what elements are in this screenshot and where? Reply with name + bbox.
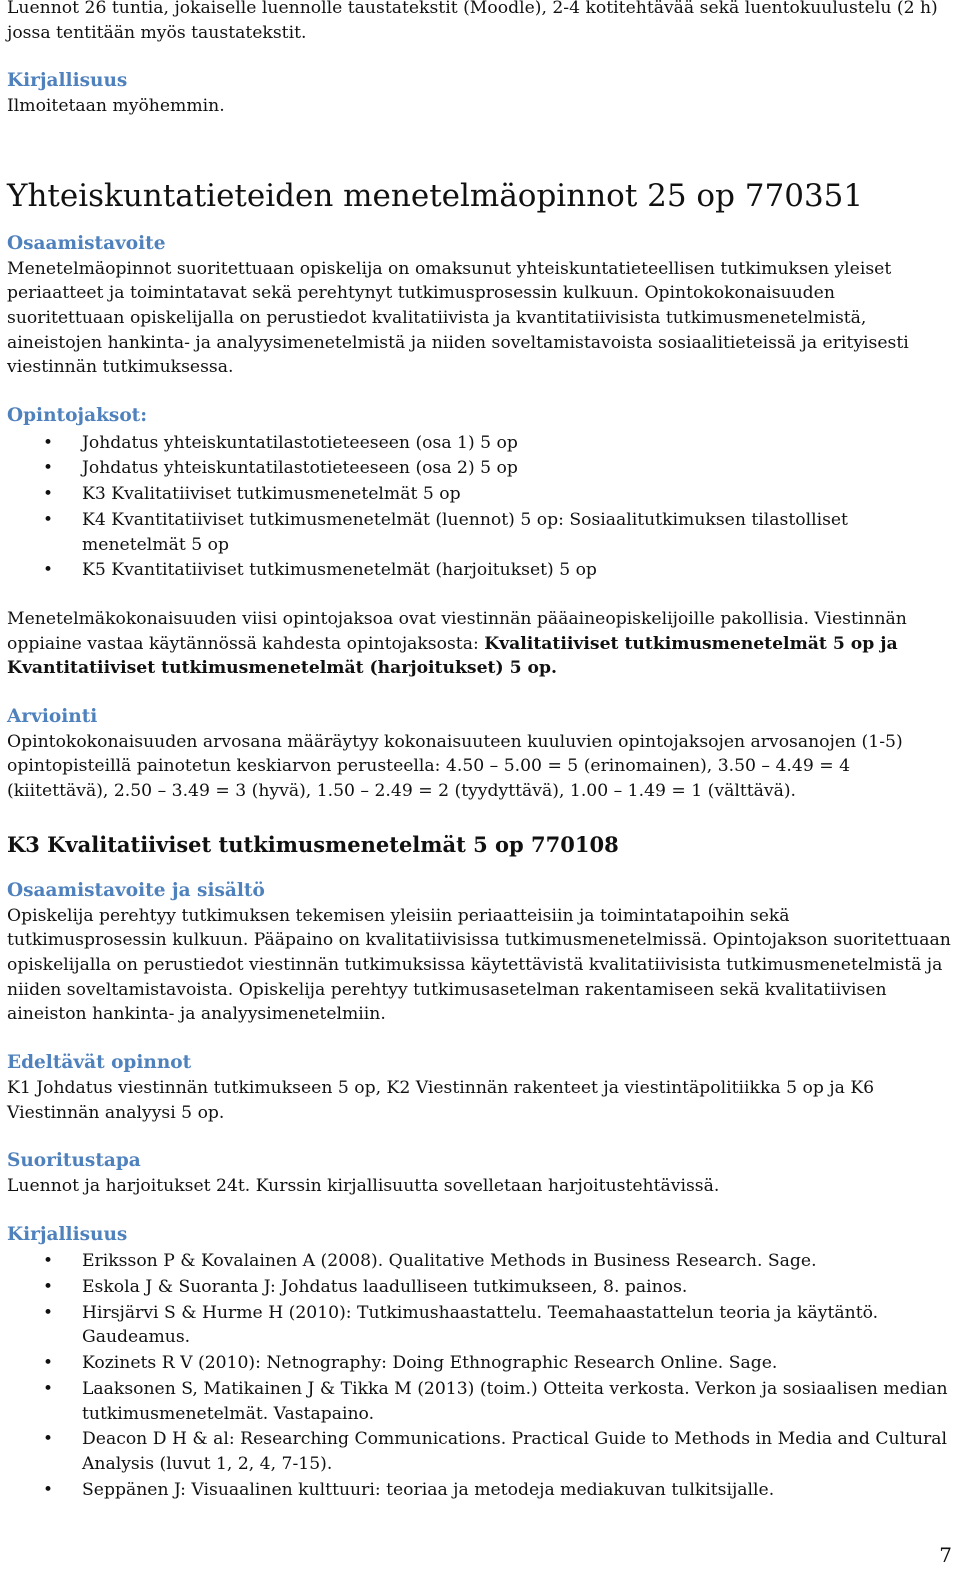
list-item <box>7 1427 952 1476</box>
list-item <box>7 508 952 557</box>
list-item-text: Laaksonen S, Matikainen J & Tikka M (2013) (toim.) Otteita verkosta. Verkon ja sosiaalisen median tutkimusmenetelmät. Vastapaino. <box>82 1378 948 1424</box>
course-section <box>7 831 952 1502</box>
kirjallisuus-list <box>7 1249 952 1502</box>
menetelma-text: Menetelmäkokonaisuuden viisi opintojaksoa ovat viestinnän pääaineopiskelijoille pakollisia. Viestinnän oppiaine vastaa käytännössä kahdesta opintojaksosta: <box>7 608 907 654</box>
edeltavat-heading: Edeltävät opinnot <box>7 1052 192 1074</box>
list-item-text: Hirsjärvi S & Hurme H (2010): Tutkimushaastattelu. Teemahaastattelun teoria ja käytäntö. Gaudeamus. <box>82 1302 879 1348</box>
list-item-text: Johdatus yhteiskuntatilastotieteeseen (osa 1) 5 op <box>82 432 518 453</box>
list-item-text: Johdatus yhteiskuntatilastotieteeseen (osa 2) 5 op <box>82 458 518 479</box>
tavoite-heading: Osaamistavoite ja sisältö <box>7 879 265 901</box>
module-section <box>7 177 952 804</box>
list-item <box>7 431 952 456</box>
list-item-text: K4 Kvantitatiiviset tutkimusmenetelmät (luennot) 5 op: Sosiaalitutkimuksen tilastolliset menetelmät 5 op <box>82 509 848 555</box>
tavoite-text: Opiskelija perehtyy tutkimuksen tekemisen yleisiin periaatteisiin ja toimintatapoihin sekä tutkimusprosessin kulkuun. Pääpaino on kvalitatiivisissa tutkimusmenetelmissä. Opintojakson suoritettuaan opiskelijalla on perustiedot viestinnän tutkimuksissa käytettävistä kvalitatiivisista tutkimusmenetelmistä ja niiden soveltamistavoista. Opiskelija perehtyy tutkimusasetelman rakentamiseen sekä kvalitatiivisen aineiston hankinta- ja analyysimenetelmiin. <box>7 905 951 1025</box>
menetelma-paragraph <box>7 607 952 681</box>
list-item-text: Kozinets R V (2010): Netnography: Doing Ethnographic Research Online. Sage. <box>82 1353 778 1374</box>
list-item <box>7 1249 952 1274</box>
list-item-text: K3 Kvalitatiiviset tutkimusmenetelmät 5 op <box>82 484 461 505</box>
arviointi-heading: Arviointi <box>7 706 98 728</box>
list-item <box>7 456 952 481</box>
course-title: K3 Kvalitatiiviset tutkimusmenetelmät 5 op 770108 <box>7 831 619 857</box>
document-page <box>7 0 952 1502</box>
osaamistavoite-text: Menetelmäopinnot suoritettuaan opiskelija on omaksunut yhteiskuntatieteellisen tutkimuksen yleiset periaatteet ja toimintatavat sekä perehtynyt tutkimusprosessin kulkuun. Opintokokonaisuuden suoritettuaan opiskelijalla on perustiedot kvalitatiivista ja kvantitatiivisista tutkimusmenetelmistä, aineistojen hankinta- ja analyysimenetelmistä ja niiden soveltamistavoista sosiaalitieteissä ja erityisesti viestinnän tutkimuksessa. <box>7 258 909 378</box>
suoritustapa-text: Luennot ja harjoitukset 24t. Kurssin kirjallisuutta sovelletaan harjoitustehtävissä. <box>7 1175 720 1196</box>
list-item <box>7 1478 952 1503</box>
list-item-text: K5 Kvantitatiiviset tutkimusmenetelmät (harjoitukset) 5 op <box>82 560 597 581</box>
list-item-text: Seppänen J: Visuaalinen kulttuuri: teoriaa ja metodeja mediakuvan tulkitsijalle. <box>82 1479 775 1500</box>
menetelma-bold-text: Kvalitatiiviset tutkimusmenetelmät 5 op ja Kvantitatiiviset tutkimusmenetelmät (harjoitukset) 5 op. <box>7 633 898 679</box>
arviointi-text: Opintokokonaisuuden arvosana määräytyy kokonaisuuteen kuuluvien opintojaksojen arvosanojen (1-5) opintopisteillä painotetun keskiarvon perusteella: 4.50 – 5.00 = 5 (erinomainen), 3.50 – 4.49 = 4 (kiitettävä), 2.50 – 3.49 = 3 (hyvä), 1.50 – 2.49 = 2 (tyydyttävä), 1.00 – 1.49 = 1 (välttävä). <box>7 731 903 802</box>
kirjallisuus-heading-1: Kirjallisuus <box>7 70 128 92</box>
list-item <box>7 1351 952 1376</box>
list-item <box>7 558 952 583</box>
list-item <box>7 482 952 507</box>
opintojaksot-heading: Opintojaksot: <box>7 405 148 427</box>
list-item-text: Deacon D H & al: Researching Communications. Practical Guide to Methods in Media and Cultural Analysis (luvut 1, 2, 4, 7-15). <box>82 1429 947 1474</box>
list-item-text: Eriksson P & Kovalainen A (2008). Qualitative Methods in Business Research. Sage. <box>82 1251 817 1272</box>
list-item <box>7 1377 952 1426</box>
intro-paragraph: Luennot 26 tuntia, jokaiselle luennolle taustatekstit (Moodle), 2-4 kotitehtävää sekä luentokuulustelu (2 h) jossa tentitään myös taustatekstit. <box>7 0 938 43</box>
page-number: 7 <box>939 1543 952 1567</box>
kirjallisuus-text-1: Ilmoitetaan myöhemmin. <box>7 96 225 117</box>
opintojaksot-list <box>7 431 952 583</box>
kirjallisuus-section-1 <box>7 69 952 118</box>
edeltavat-text: K1 Johdatus viestinnän tutkimukseen 5 op, K2 Viestinnän rakenteet ja viestintäpolitiikka 5 op ja K6 Viestinnän analyysi 5 op. <box>7 1077 875 1123</box>
list-item <box>7 1301 952 1350</box>
module-title: Yhteiskuntatieteiden menetelmäopinnot 25 op 770351 <box>7 177 864 214</box>
suoritustapa-heading: Suoritustapa <box>7 1150 141 1172</box>
osaamistavoite-heading: Osaamistavoite <box>7 232 166 254</box>
list-item <box>7 1275 952 1300</box>
list-item-text: Eskola J & Suoranta J: Johdatus laadulliseen tutkimukseen, 8. painos. <box>82 1277 688 1298</box>
kirjallisuus-heading-2: Kirjallisuus <box>7 1223 128 1245</box>
